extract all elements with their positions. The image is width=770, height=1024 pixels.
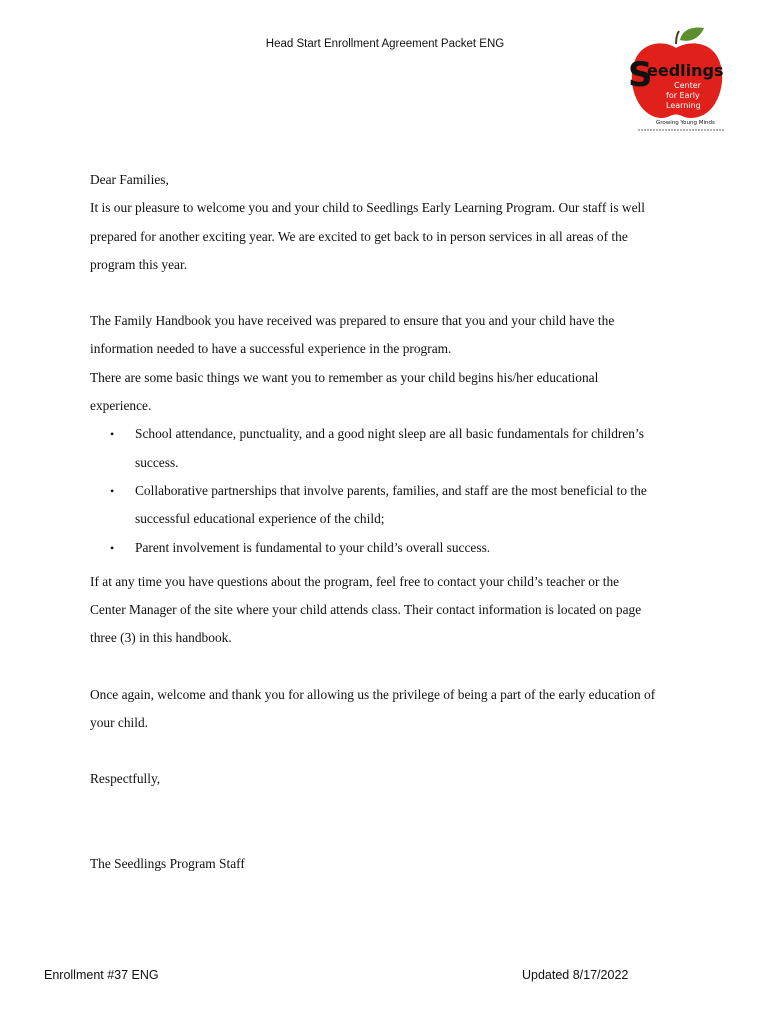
bullet-line: School attendance, punctuality, and a good night sleep are all basic fundamentals for children’s [135,426,644,442]
bullet-item [90,477,690,534]
bullet-item [90,420,690,477]
paragraph-line: Once again, welcome and thank you for allowing us the privilege of being a part of the early education of [90,686,656,702]
logo-wordmark: eedlings [647,61,724,80]
paragraph-line: your child. [90,715,149,731]
footer-updated-date: Updated 8/17/2022 [522,968,629,982]
paragraph-line: If at any time you have questions about the program, feel free to contact your child’s teacher or the [90,573,620,589]
paragraph-line: program this year. [90,256,188,272]
paragraph-line: three (3) in this handbook. [90,630,232,646]
logo-tagline: Growing Young Minds [656,120,715,126]
bullet-icon: • [110,483,115,498]
signature: The Seedlings Program Staff [90,855,245,871]
seedlings-logo [620,26,732,134]
paragraph-welcome [90,194,690,279]
closing: Respectfully, [90,771,161,787]
bullet-line: Collaborative partnerships that involve parents, families, and staff are the most beneficial to the [135,482,647,498]
paragraph-contact [90,568,690,653]
logo-line3: for Early [666,91,700,100]
bullet-line: success. [135,454,179,470]
apple-leaf-icon [680,28,704,41]
paragraph-thanks [90,681,690,738]
logo-line4: Learning [666,101,701,110]
salutation: Dear Families, [90,172,169,187]
paragraph-basics [90,364,690,421]
paragraph-line: Center Manager of the site where your child attends class. Their contact information is located on page [90,602,642,618]
paragraph-line: prepared for another exciting year. We are excited to get back to in person services in all areas of the [90,228,628,244]
letter-body [90,166,690,878]
apple-stem [676,31,679,44]
logo-s-letter: S [628,55,653,95]
paragraph-line: information needed to have a successful experience in the program. [90,341,452,357]
logo-line2: Center [674,81,701,90]
paragraph-line: experience. [90,398,152,414]
footer-enrollment-id: Enrollment #37 ENG [44,968,159,982]
bullet-item [90,534,690,562]
page-header-title: Head Start Enrollment Agreement Packet ENG [265,38,505,50]
bullet-line: successful educational experience of the child; [135,511,385,527]
paragraph-line: There are some basic things we want you to remember as your child begins his/her educational [90,369,599,385]
paragraph-line: The Family Handbook you have received was prepared to ensure that you and your child have the [90,313,615,329]
bullet-icon: • [110,427,115,442]
bullet-icon: • [110,540,115,555]
bullet-line: Parent involvement is fundamental to your child’s overall success. [135,539,491,555]
bullet-list [90,420,690,561]
paragraph-handbook [90,307,690,364]
paragraph-line: It is our pleasure to welcome you and your child to Seedlings Early Learning Program. Our staff is well [90,200,645,216]
